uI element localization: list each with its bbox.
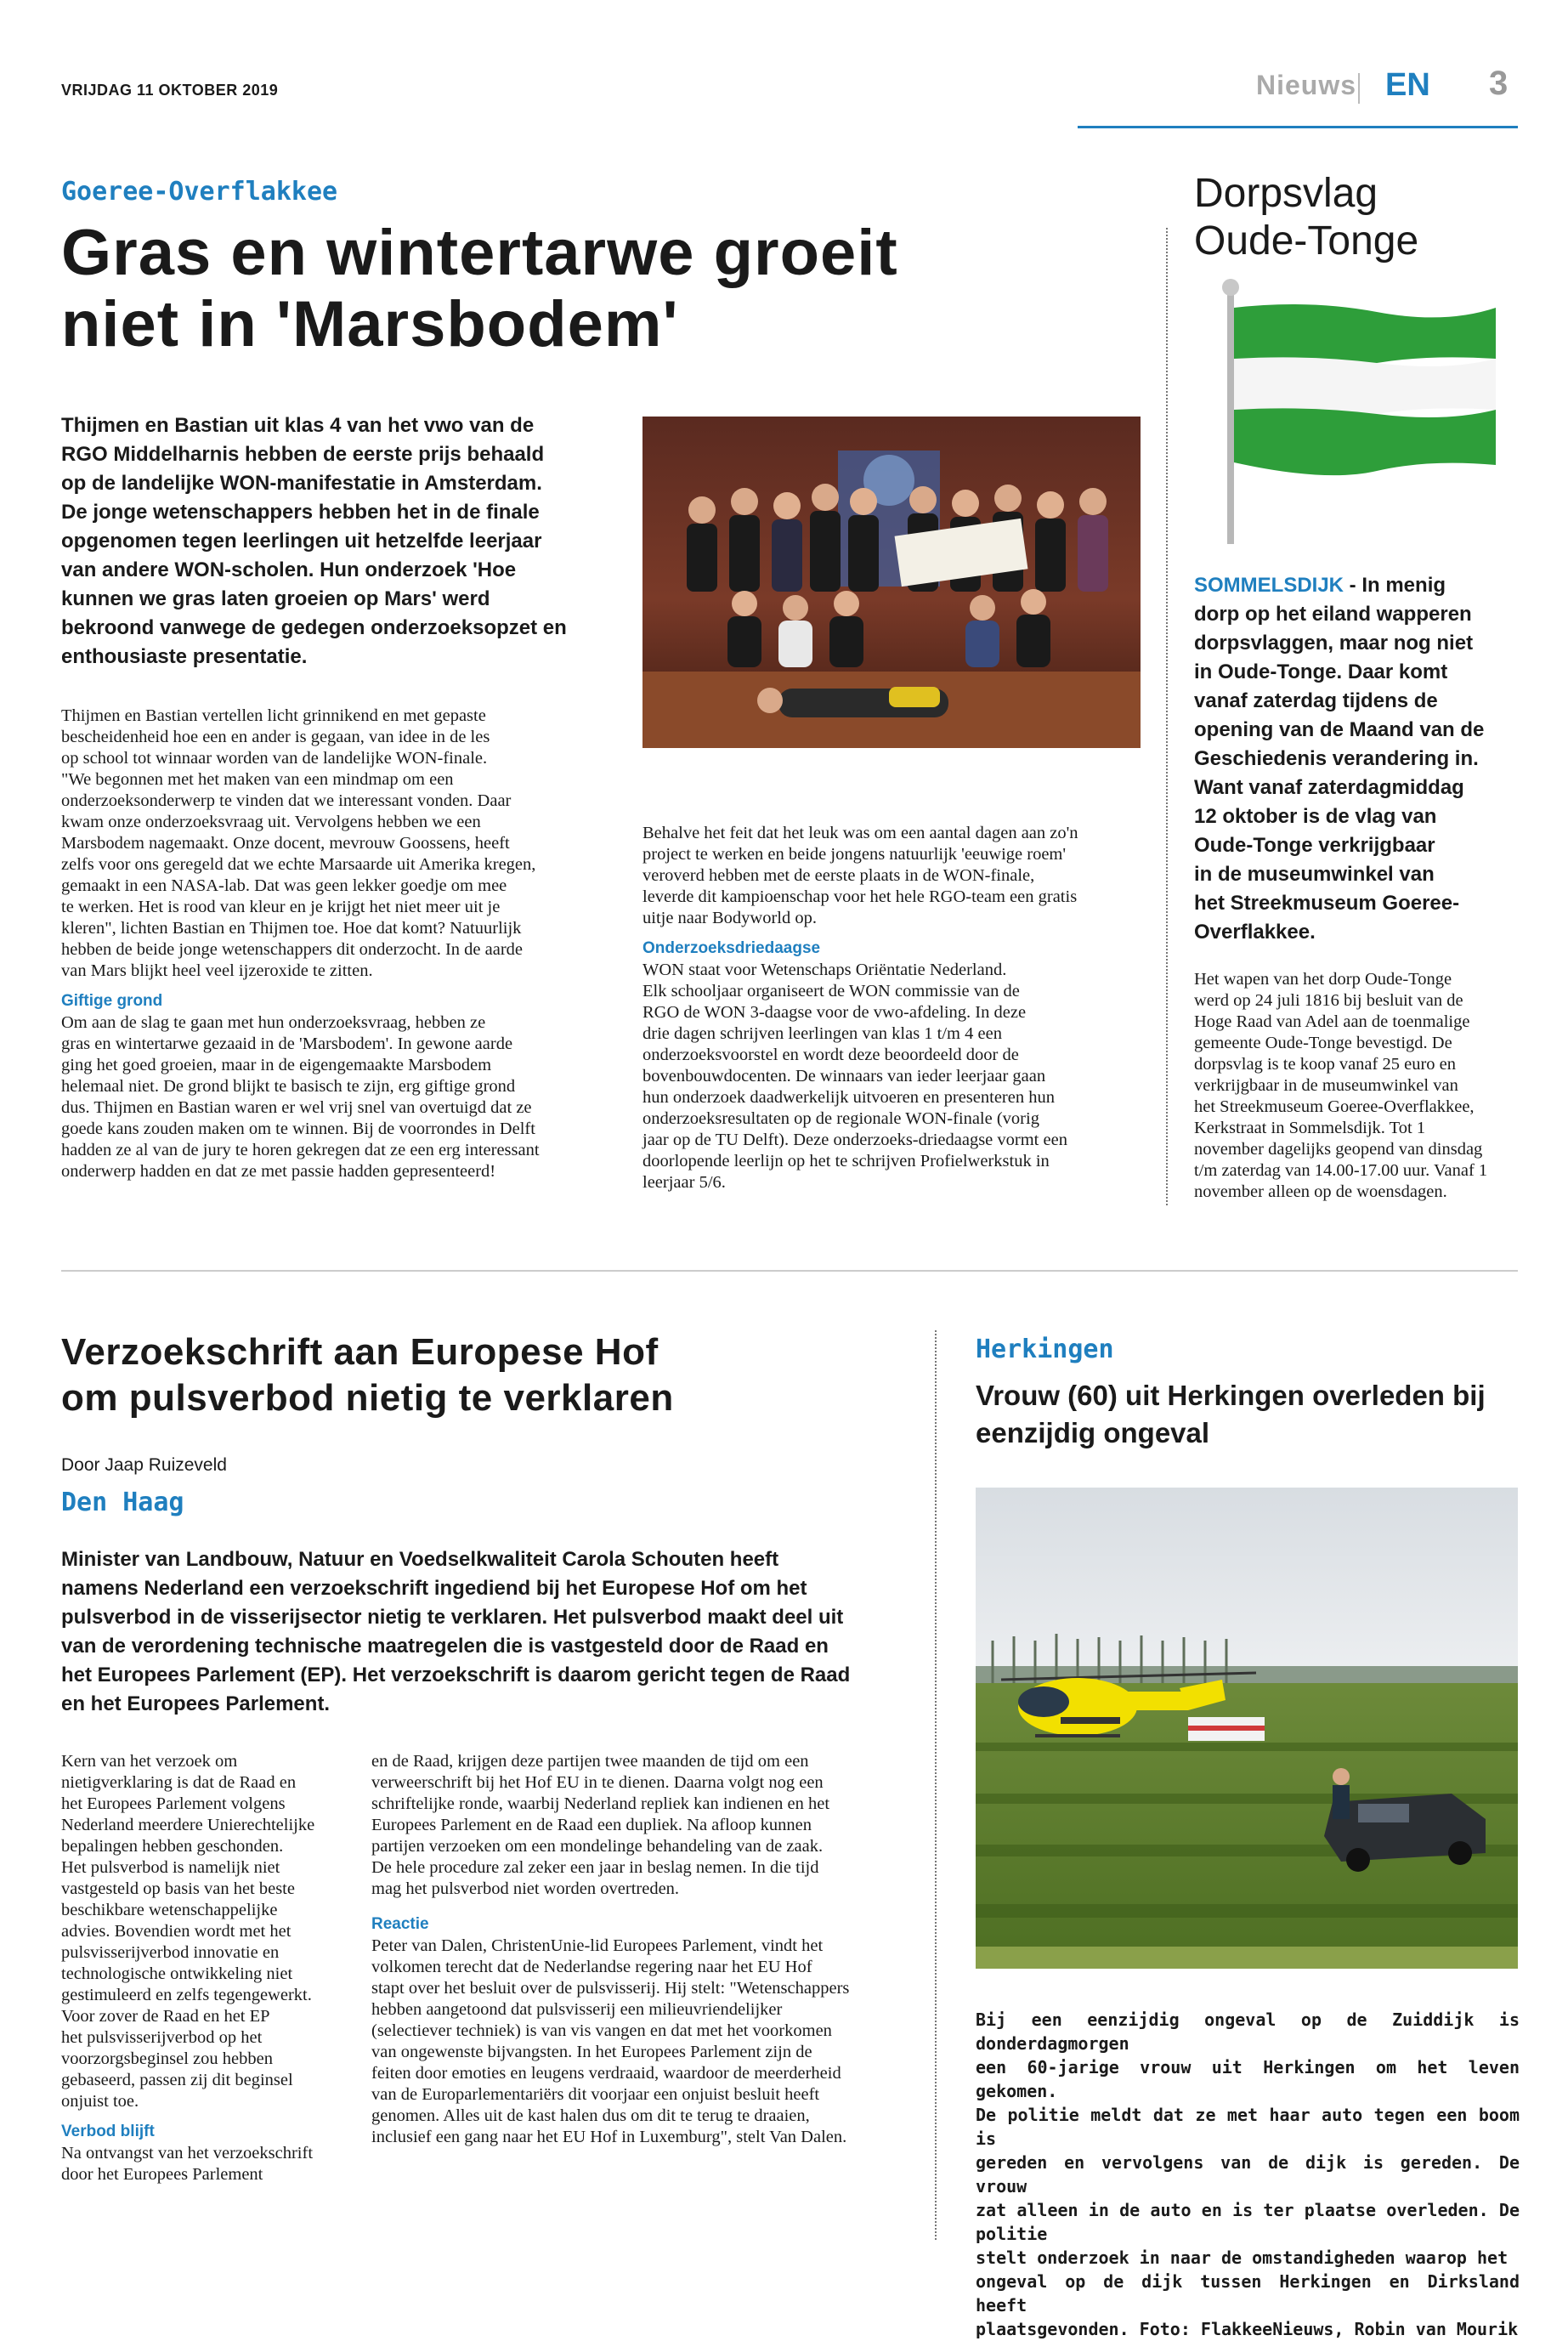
article2-column2: en de Raad, krijgen deze partijen twee maanden de tijd om een verweerschrift bij het Hof EU in te dienen. Daarna volgt nog een schriftelijke ronde, waarbij Nederland repliek kan indienen en het Europees Parlement en de Raad een dupliek. Na afloop kunnen partijen verzoeken om een mondelinge behandeling van de zaak. De hele procedure zal zeker een jaar in beslag nemen. In die tijd mag het pulsverbod niet worden overtreden. Reactie Peter van Dalen, ChristenUnie-lid Europees Parlement, vindt het volkomen terecht dat de Nederlandse regering naar het EU Hof stapt over het besluit over de pulsvisserij. Hij stelt: "Wetenschappers hebben aangetoond dat pulsvisserij een milieuvriendelijker (selectiever techniek) is van vis vangen en dat met het voorkomen van ongewenste bijvangsten. In het Europees Parlement zijn de feiten door emoties en leugens verdraaid, waardoor de meerderheid van de Europarlementariërs dit voorjaar een onjuist besluit heeft genomen. Alles uit de kast halen dus om dit te terug te draaien, inclusief een gang naar het EU Hof in Luxemburg", stelt Van Dalen. — [371, 1751, 907, 2148]
column-separator — [1166, 228, 1168, 1205]
article2-byline: Door Jaap Ruizeveld — [61, 1455, 227, 1475]
column-separator-lower — [935, 1330, 937, 2240]
article1-column1: Thijmen en Bastian vertellen licht grinnikend en met gepaste bescheidenheid hoe een en ander is gegaan, van idee in de les op school tot winnaar worden van de landelijke WON-finale. "We begonnen met het maken van een mindmap om een onderzoeksonderwerp te vinden dat we interessant vonden. Daar kwam onze onderzoeksvraag uit. Vervolgens hebben we een Marsbodem nagemaakt. Onze docent, mevrouw Goossens, heeft zelfs voor ons geregeld dat we echte Marsaarde uit Amerika kregen, gemaakt in een NASA-lab. Dat was geen lekker goedje om mee te werken. Het is rood van kleur en je krijgt het niet meer uit je kleren", lichten Bastian en Thijmen toe. Hoe dat komt? Natuurlijk hebben de beide jonge wetenschappers dit onderzocht. In de aarde van Mars blijkt heel veel ijzeroxide te zitten. Giftige grond Om aan de slag te gaan met hun onderzoeksvraag, hebben ze gras en wintertarwe gezaaid in de 'Marsbodem'. In gewone aarde ging het goed groeien, maar in de eigengemaakte Marsbodem helemaal niet. De grond blijkt te basisch te zijn, erg giftige grond dus. Thijmen en Bastian waren er wel vrij snel van overtuigd dat ze goede kans zouden maken om te winnen. Bij de voorrondes in Delft hadden ze al van de jury te horen gekregen dat ze een erg interessant onderwerp hadden en dat ze met passie hadden gepresenteerd! — [61, 706, 622, 1182]
page-date: VRIJDAG 11 OKTOBER 2019 — [61, 82, 279, 99]
lead-line: RGO Middelharnis hebben de eerste prijs behaald — [61, 443, 545, 466]
lead-line: van andere WON-scholen. Hun onderzoek 'Hoe — [61, 558, 517, 581]
article3-title: Vrouw (60) uit Herkingen overleden bij eenzijdig ongeval — [976, 1380, 1486, 1448]
section-divider — [61, 1270, 1518, 1272]
accident-helicopter-photo — [976, 1488, 1518, 1969]
header-rule — [1078, 126, 1518, 128]
sidebar-title: Dorpsvlag Oude-Tonge — [1194, 171, 1419, 264]
article1-subhead-giftige-grond: Giftige grond — [61, 992, 163, 1010]
lead-line: bekroond vanwege de gedegen onderzoeksopzet en — [61, 616, 567, 639]
sidebar-lead: SOMMELSDIJK - In menig dorp op het eiland wapperen dorpsvlaggen, maar nog niet in Oude-Tonge. Daar komt vanaf zaterdag tijdens de opening van de Maand van de Geschiedenis verandering in. Want vanaf zaterdagmiddag 12 oktober is de vlag van Oude-Tonge verkrijgbaar in de museumwinkel van het Streekmuseum Goeree- Overflakkee. — [1194, 574, 1485, 944]
article2-subhead-verbod-blijft: Verbod blijft — [61, 2123, 155, 2140]
article1-lead — [61, 411, 639, 672]
students-award-photo — [642, 417, 1141, 748]
svg-text:EN: EN — [1385, 67, 1430, 102]
article3-kicker: Herkingen — [976, 1335, 1114, 1364]
article1-title: Gras en wintertarwe groeit niet in 'Marsbodem' — [61, 217, 898, 360]
article2-subhead-reactie: Reactie — [371, 1915, 429, 1933]
lead-line: De jonge wetenschappers hebben het in de finale — [61, 501, 540, 524]
sidebar-body: Het wapen van het dorp Oude-Tonge werd op 24 juli 1816 bij besluit van de Hoge Raad van Adel aan de toenmalige gemeente Oude-Tonge bevestigd. De dorpsvlag is te koop vanaf 25 euro en verkrijgbaar in de museumwinkel van het Streekmuseum Goeree-Overflakkee, Kerkstraat in Sommelsdijk. Tot 1 november dagelijks geopend van dinsdag t/m zaterdag van 14.00-17.00 uur. Vanaf 1 november alleen op de woensdagen. — [1194, 970, 1488, 1201]
lead-line: op de landelijke WON-manifestatie in Amsterdam. — [61, 472, 542, 495]
page-number: 3 — [1489, 65, 1509, 102]
article1-column2: Behalve het feit dat het leuk was om een aantal dagen aan zo'n project te werken en beide jongens natuurlijk 'eeuwige roem' veroverd hebben met de eerste plaats in de WON-finale, leverde dit kampioenschap voor het hele RGO-team een gratis uitje naar Bodyworld op. Onderzoeksdriedaagse WON staat voor Wetenschaps Oriëntatie Nederland. Elk schooljaar organiseert de WON commissie van de RGO de WON 3-daagse voor de vwo-afdeling. In deze drie dagen schrijven leerlingen van klas 1 t/m 4 een onderzoeksvoorstel en wordt deze beoordeeld door de bovenbouwdocenten. De winnaars van ieder leerjaar gaan hun onderzoek daadwerkelijk uitvoeren en presenteren hun onderzoeksresultaten op de regionale WON-finale (vorig jaar op de TU Delft). Deze onderzoeks-driedaagse vormt een doorlopende leerlijn op het te schrijven Profielwerkstuk in leerjaar 5/6. — [642, 823, 1144, 1193]
section-label: Nieuws — [1256, 70, 1357, 100]
lead-line: opgenomen tegen leerlingen uit hetzelfde leerjaar — [61, 530, 542, 553]
article3-photo-caption: Bij een eenzijdig ongeval op de Zuiddijk is donderdagmorgen een 60-jarige vrouw uit Herkingen om het leven gekomen. De politie meldt dat ze met haar auto tegen een boom is gereden en vervolgens van de dijk is gereden. De vrouw zat alleen in de auto en is ter plaatse overleden. De politie stelt onderzoek in naar de omstandigheden waarop het ongeval op de dijk tussen Herkingen en Dirksland heeft plaatsgevonden. Foto: FlakkeeNieuws, Robin van Mourik — [976, 2009, 1520, 2339]
article1-subhead-onderzoeksdriedaagse: Onderzoeksdriedaagse — [642, 939, 821, 957]
lead-line: Thijmen en Bastian uit klas 4 van het vwo van de — [61, 414, 535, 437]
header-separator — [1358, 73, 1360, 104]
article2-kicker: Den Haag — [61, 1488, 184, 1517]
lead-line: kunnen we gras laten groeien op Mars' werd — [61, 587, 490, 610]
article2-lead: Minister van Landbouw, Natuur en Voedselkwaliteit Carola Schouten heeft namens Nederland een verzoekschrift ingediend bij het Europese Hof om het pulsverbod in de visserijsector nietig te verklaren. Het pulsverbod maakt deel uit van de verordening technische maatregelen die is vastgesteld door de Raad en het Europees Parlement (EP). Het verzoekschrift is daarom gericht tegen de Raad en het Europees Parlement. — [61, 1548, 851, 1715]
article1-kicker: Goeree-Overflakkee — [61, 177, 338, 207]
article2-column1: Kern van het verzoek om nietigverklaring is dat de Raad en het Europees Parlement volgens Nederland meerdere Unierechtelijke bepalingen hebben geschonden. Het pulsverbod is namelijk niet vastgesteld op basis van het beste beschikbare wetenschappelijke advies. Bovendien wordt met het pulsvisserijverbod innovatie en technologische ontwikkeling niet gestimuleerd en zelfs tegengewerkt. Voor zover de Raad en het EP het pulsvisserijverbod op het voorzorgsbeginsel zou hebben gebaseerd, passen zij dit beginsel onjuist toe. Verbod blijft Na ontvangst van het verzoekschrift door het Europees Parlement — [61, 1751, 350, 2185]
oude-tonge-flag-image — [1207, 274, 1513, 546]
sidebar-dateline: SOMMELSDIJK — [1194, 574, 1344, 597]
article2-title: Verzoekschrift aan Europese Hof om pulsverbod nietig te verklaren — [61, 1331, 674, 1419]
lead-line: enthousiaste presentatie. — [61, 645, 308, 668]
newspaper-logo — [1384, 66, 1436, 102]
